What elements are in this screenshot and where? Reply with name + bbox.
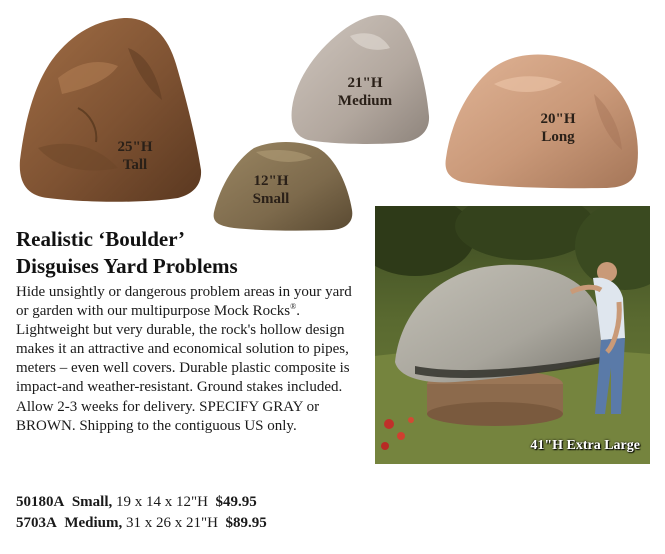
product-price: $89.95 bbox=[225, 515, 267, 531]
product-line-small bbox=[16, 493, 376, 512]
product-dims: 19 x 14 x 12"H bbox=[116, 494, 208, 510]
small-rock-image bbox=[212, 142, 354, 230]
medium-rock-height: 21"H bbox=[347, 75, 383, 91]
tall-rock-height: 25"H bbox=[117, 139, 153, 155]
product-dims: 31 x 26 x 21"H bbox=[126, 515, 218, 531]
description-part-1: Hide unsightly or dangerous problem areas in your yard or garden with our multipurpose Mock Rocks bbox=[16, 284, 352, 320]
product-line-medium bbox=[16, 514, 376, 533]
product-sku: 50180A bbox=[16, 494, 65, 510]
small-rock-name: Small bbox=[252, 191, 290, 207]
product-name: Small, bbox=[71, 494, 113, 510]
medium-rock-image bbox=[290, 12, 430, 144]
long-rock-height: 20"H bbox=[540, 111, 576, 127]
product-price: $49.95 bbox=[215, 494, 257, 510]
extra-large-rock-photo bbox=[375, 206, 650, 464]
long-rock-name: Long bbox=[541, 129, 575, 145]
headline-line-1: Realistic ‘Boulder’ bbox=[16, 227, 185, 251]
long-rock-image bbox=[444, 54, 640, 188]
small-rock-height: 12"H bbox=[253, 173, 289, 189]
photo-caption: 41"H Extra Large bbox=[530, 438, 640, 453]
description-part-2: . Lightweight but very durable, the rock's hollow design makes it an attractive and economical solution to pipes, meters – even well covers. Durable plastic composite is impact-and weather-resistant. Ground stakes included. Allow 2-3 weeks for delivery. SPECIFY GRAY or BROWN. Shipping to the contiguous US only. bbox=[16, 303, 350, 434]
product-description bbox=[16, 283, 366, 436]
registered-mark: ® bbox=[290, 302, 297, 312]
product-sku: 5703A bbox=[16, 515, 57, 531]
tall-rock-image bbox=[18, 18, 203, 203]
product-name: Medium, bbox=[64, 515, 123, 531]
tall-rock-name: Tall bbox=[122, 157, 148, 173]
medium-rock-name: Medium bbox=[337, 93, 393, 109]
headline-line-2: Disguises Yard Problems bbox=[16, 254, 238, 278]
headline bbox=[16, 226, 316, 280]
